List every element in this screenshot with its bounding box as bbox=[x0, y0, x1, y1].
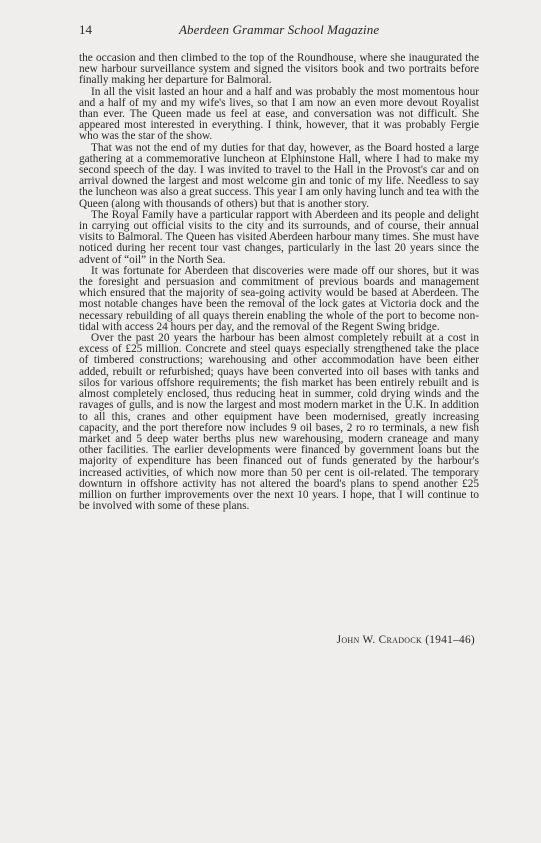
author-years: (1941–46) bbox=[425, 634, 475, 646]
page-header bbox=[79, 22, 479, 42]
article-body bbox=[79, 53, 479, 512]
paragraph: That was not the end of my duties for that day, however, as the Board hosted a large gathering at a commemorative luncheon at Elphinstone Hall, where I had to make my second speech of the day. I was invited to travel to the Hall in the Provost's car and on arrival downed the largest and most welcome gin and tonic of my life. Needless to say the luncheon was also a great success. This year I am only having lunch and tea with the Queen (along with thousands of others) but that is another story. bbox=[79, 141, 479, 210]
paragraph: The Royal Family have a particular rapport with Aberdeen and its people and delight in carrying out official visits to the city and its surrounds, and of course, their annual visits to Balmoral. The Queen has visited Aberdeen harbour many times. She must have noticed during her recent tour vast changes, particularly in the last 20 years since the advent of “oil” in the North Sea. bbox=[79, 208, 479, 266]
paragraph: the occasion and then climbed to the top of the Roundhouse, where she inaugurated the new harbour surveillance system and signed the visitors book and two portraits before finally making her departure for Balmoral. bbox=[79, 52, 479, 87]
author-signature bbox=[79, 634, 475, 646]
author-name: John W. Cradock bbox=[336, 634, 423, 646]
paragraph: In all the visit lasted an hour and a half and was probably the most momentous hour and a half of my and my wife's lives, so that I am now an even more devout Royalist than ever. The Queen made us feel at ease, and conversation was not difficult. She appeared most interested in everything. I think, however, that it was probably Fergie who was the star of the show. bbox=[79, 85, 479, 143]
page-number: 14 bbox=[79, 22, 92, 37]
paragraph: It was fortunate for Aberdeen that discoveries were made off our shores, but it was the foresight and persuasion and commitment of previous boards and management which ensured that the majority of sea-going activity would be based at Aberdeen. The most notable changes have been the removal of the lock gates at Victoria dock and the necessary rebuilding of all quays therein enabling the whole of the port to become non-tidal with access 24 hours per day, and the removal of the Regent Swing bridge. bbox=[79, 264, 479, 333]
running-title: Aberdeen Grammar School Magazine bbox=[179, 22, 380, 37]
paragraph: Over the past 20 years the harbour has been almost completely rebuilt at a cost in excess of £25 million. Concrete and steel quays especially strengthened take the place of timbered constructions; warehousing and other accommodation have been either added, rebuilt or refurbished; quays have been converted into oil bases with tanks and silos for various offshore requirements; the fish market has been entirely rebuilt and is almost completely enclosed, thus reducing heat in summer, cold drying winds and the ravages of gulls, and is now the largest and most modern market in the U.K. In addition to all this, cranes and other equipment have been modernised, greatly increasing capacity, and the port therefore now includes 9 oil bases, 2 ro ro terminals, a new fish market and 5 deep water berths plus new warehousing, modern craneage and many other facilities. The earlier developments were financed by government loans but the majority of expenditure has been financed out of funds generated by the harbour's increased activities, of which now more than 50 per cent is oil-related. The temporary downturn in offshore activity has not altered the board's plans to spend another £25 million on further improvements over the next 10 years. I hope, that I will continue to be involved with some of these plans. bbox=[79, 332, 479, 513]
